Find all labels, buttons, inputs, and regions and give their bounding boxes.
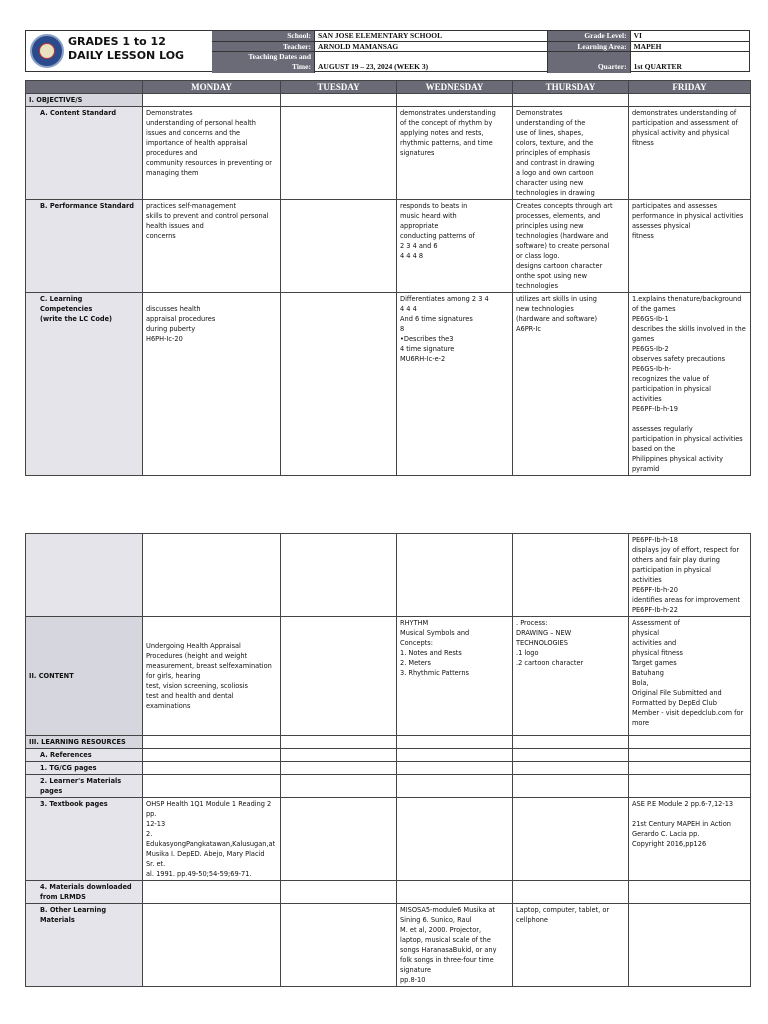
references-label: A. References [26,749,143,762]
content-standard-wednesday: demonstrates understanding of the concept of rhythm by applying notes and rests, rhythmic patterns, and time signatures [397,107,513,200]
references-row [26,749,751,762]
other-materials-row [26,904,751,987]
content-wednesday: RHYTHM Musical Symbols and Concepts: 1. Notes and Rests 2. Meters 3. Rhythmic Patterns [397,617,513,736]
other-materials-thursday: Laptop, computer, tablet, or cellphone [513,904,629,987]
competencies-thursday: utilizes art skills in using new technologies (hardware and software) A6PR-Ic [513,293,629,476]
other-materials-label: B. Other Learning Materials [26,904,143,987]
objectives-row [26,94,751,107]
content-thursday: . Process: DRAWING – NEW TECHNOLOGIES .1 logo .2 cartoon character [513,617,629,736]
performance-standard-thursday: Creates concepts through art processes, elements, and principles using new technologies (hardware and software) to create personal or class logo. designs cartoon character onthe spot using new technologies [513,200,629,293]
resources-row [26,736,751,749]
day-header-monday: MONDAY [143,81,281,94]
title-line-1: GRADES 1 to 12 [68,35,166,48]
competencies-row [26,293,751,476]
resources-label: III. LEARNING RESOURCES [26,736,143,749]
performance-standard-friday: participates and assesses performance in physical activities assesses physical fitness [629,200,751,293]
content-standard-label: A. Content Standard [26,107,143,200]
day-header-tuesday: TUESDAY [281,81,397,94]
continued-friday-competencies: PE6PF-Ib-h-18 displays joy of effort, respect for others and fair play during participation in physical activities PE6PF-Ib-h-20 identifies areas for improvement PE6PF-Ib-h-22 [629,534,751,617]
other-materials-wednesday: MISOSA5-module6 Musika at Sining 6. Sunico, Raul M. et al, 2000. Projector, laptop, musical scale of the songs HaranasaBukid, or any folk songs in three-four time signature pp.8-10 [397,904,513,987]
lesson-table-page-2 [25,533,751,987]
performance-standard-row [26,200,751,293]
objectives-label: I. OBJECTIVE/S [26,94,143,107]
title-line-2: DAILY LESSON LOG [68,49,185,62]
deped-seal-icon [30,34,64,68]
lrmds-label: 4. Materials downloaded from LRMDS [26,881,143,904]
day-header-row [26,81,751,94]
quarter-label: Quarter: [548,52,630,73]
school-value: SAN JOSE ELEMENTARY SCHOOL [314,31,547,41]
day-header-thursday: THURSDAY [513,81,629,94]
performance-standard-monday: practices self-management skills to prevent and control personal health issues and concerns [143,200,281,293]
grade-label: Grade Level: [548,31,630,41]
textbook-monday: OHSP Health 1Q1 Module 1 Reading 2 pp. 12-13 2. EdukasyongPangkatawan,Kalusugan,at Musika I. DepED. Abejo, Mary Placid Sr. et. al. 1991. pp.49-50;54-59;69-71. [143,798,281,881]
school-label: School: [212,31,314,41]
day-header-wednesday: WEDNESDAY [397,81,513,94]
area-value: MAPEH [630,42,750,52]
performance-standard-tuesday [281,200,397,293]
teacher-label: Teacher: [212,42,314,52]
header-block [25,30,750,72]
content-friday: Assessment of physical activities and physical fitness Target games Batuhang Bola, Original File Submitted and Formatted by DepEd Club Member - visit depedclub.com for more [629,617,751,736]
corner-cell [26,81,143,94]
header-info-left [212,31,547,73]
dates-label: Teaching Dates and Time: [212,52,314,73]
competencies-monday: discusses health appraisal procedures during puberty H6PH-Ic-20 [143,293,281,476]
content-row [26,617,751,736]
content-label: II. CONTENT [26,617,143,736]
tg-row [26,762,751,775]
performance-standard-wednesday: responds to beats in music heard with appropriate conducting patterns of 2 3 4 and 6 4 4 4 8 [397,200,513,293]
content-standard-tuesday [281,107,397,200]
tg-label: 1. TG/CG pages [26,762,143,775]
lrmds-row [26,881,751,904]
content-tuesday [281,617,397,736]
dates-value: AUGUST 19 – 23, 2024 (WEEK 3) [314,52,547,73]
lm-row [26,775,751,798]
textbook-friday: ASE P.E Module 2 pp.6-7,12-13 21st Century MAPEH in Action Gerardo C. Lacia pp. Copyright 2016,pp126 [629,798,751,881]
document-title [68,35,184,63]
competencies-friday: 1.explains thenature/background of the games PE6GS-Ib-1 describes the skills involved in the games PE6GS-Ib-2 observes safety precautions PE6GS-Ib-h- recognizes the value of participation in physical activities PE6PF-Ib-h-19 assesses regularly participation in physical activities based on the Philippines physical activity pyramid [629,293,751,476]
content-monday: Undergoing Health Appraisal Procedures (height and weight measurement, breast selfexamination for girls, hearing test, vision screening, scoliosis test and health and dental examinations [143,617,281,736]
textbook-row [26,798,751,881]
competencies-wednesday: Differentiates among 2 3 4 4 4 4 And 6 time signatures 8 •Describes the3 4 time signature MU6RH-Ic-e-2 [397,293,513,476]
content-standard-friday: demonstrates understanding of participation and assessment of physical activity and physical fitness [629,107,751,200]
day-header-friday: FRIDAY [629,81,751,94]
performance-standard-label: B. Performance Standard [26,200,143,293]
quarter-value: 1st QUARTER [630,52,750,73]
lm-label: 2. Learner's Materials pages [26,775,143,798]
grade-value: VI [630,31,750,41]
area-label: Learning Area: [548,42,630,52]
content-standard-thursday: Demonstrates understanding of the use of lines, shapes, colors, texture, and the principles of emphasis and contrast in drawing a logo and own cartoon character using new technologies in drawing [513,107,629,200]
teacher-value: ARNOLD MAMANSAG [314,42,547,52]
content-standard-monday: Demonstrates understanding of personal health issues and concerns and the importance of health appraisal procedures and community resources in preventing or managing them [143,107,281,200]
lesson-table-page-1 [25,80,751,476]
competencies-tuesday [281,293,397,476]
competencies-label: C. Learning Competencies (write the LC Code) [26,293,143,476]
header-info-right [547,31,750,73]
continued-competencies-row [26,534,751,617]
content-standard-row [26,107,751,200]
textbook-label: 3. Textbook pages [26,798,143,881]
